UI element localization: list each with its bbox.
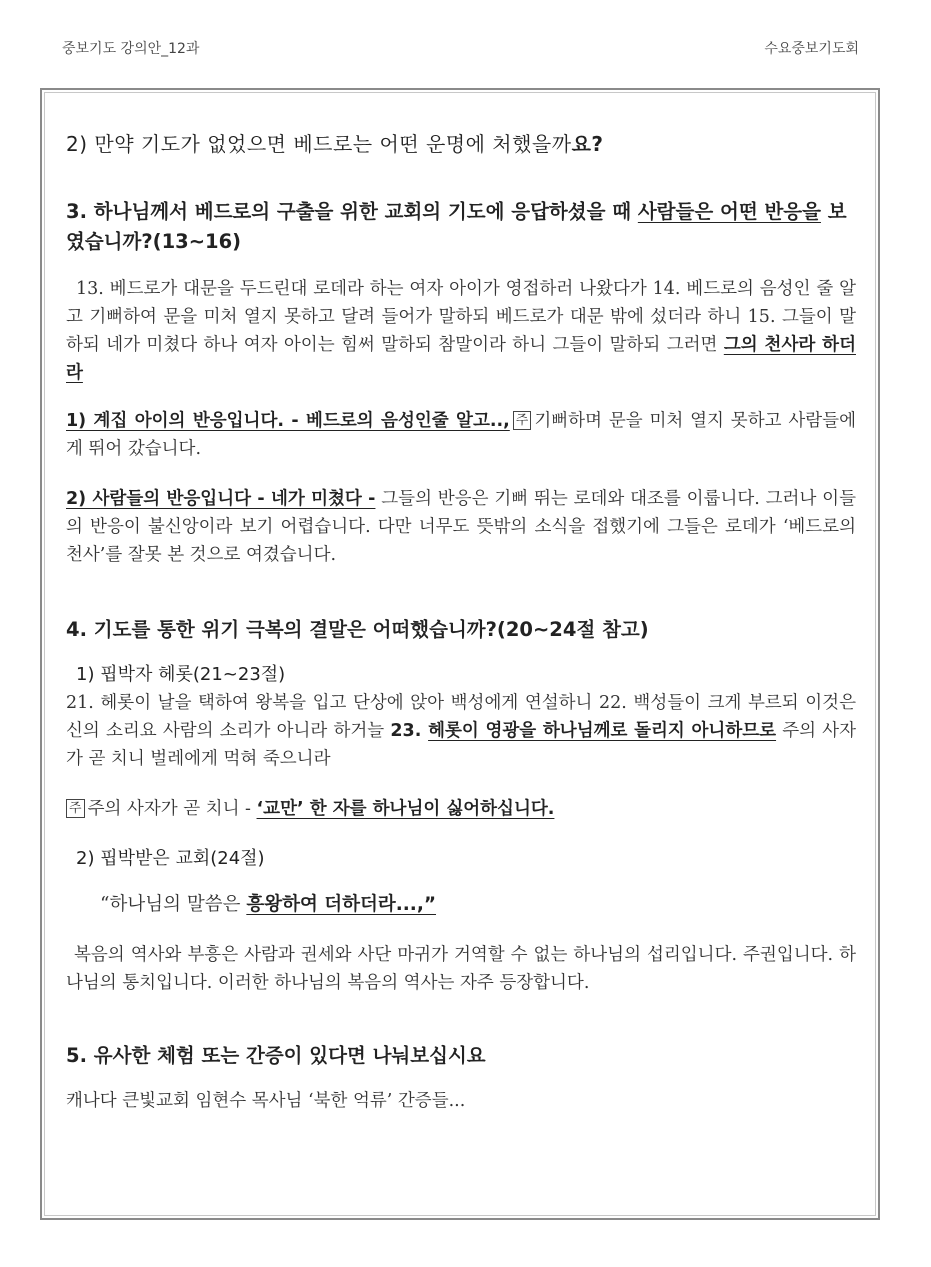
- section-4-quote-a: “하나님의 말씀은: [100, 894, 247, 915]
- section-5-heading: 5. 유사한 체험 또는 간증이 있다면 나눠보십시요: [66, 1044, 486, 1067]
- section-3-point-2-rest: 그들의 반응은 기뻐 뛰는 로데와 대조를 이룹니다. 그러나 이들의 반응이 불신앙이라 보기 어렵습니다. 다만 너무도 뜻밖의 소식을 접했기에 그들은 로데가 ‘베드로의 천사’를 잘못 본 것으로 여겼습니다.: [66, 489, 856, 565]
- question-2: [66, 128, 856, 157]
- section-3-point-2: [66, 485, 856, 569]
- section-4-subheading-2: 2) 핍박받은 교회(24절): [76, 848, 265, 869]
- section-3-passage: [66, 275, 856, 387]
- section-4-subheading-1: 1) 핍박자 헤롯(21~23절): [76, 664, 286, 685]
- note-mark-icon: 주: [66, 799, 85, 818]
- section-4-note: [66, 795, 856, 823]
- section-4-note-b: ‘교만’ 한 자를 하나님이 싫어하십니다.: [256, 799, 555, 819]
- lesson-content: [66, 128, 856, 1115]
- section-3-point-1-rest: 기뻐하며 문을 미처 열지 못하고 사람들에게 뛰어 갔습니다.: [66, 411, 856, 459]
- question-2-suffix: 요?: [571, 132, 604, 156]
- header-course-title: 중보기도 강의안_12과: [62, 41, 200, 57]
- header-meeting-name: 수요중보기도회: [764, 41, 859, 57]
- section-4-passage-b: 헤롯이 영광을 하나님께로 돌리지 아니하므로: [428, 721, 777, 741]
- section-3-heading-a: 3. 하나님께서 베드로의 구출을 위한 교회의 기도에 응답하셨을 때: [66, 200, 638, 223]
- section-4-quote-b: 흥왕하여 더하더라...,”: [246, 894, 437, 915]
- section-3-point-1: [66, 407, 856, 463]
- section-4-heading: 4. 기도를 통한 위기 극복의 결말은 어떠했습니까?(20~24절 참고): [66, 618, 649, 641]
- section-3-point-2-bold: 2) 사람들의 반응입니다 - 네가 미쳤다 -: [66, 489, 376, 509]
- section-3-point-1-bold: 1) 계집 아이의 반응입니다. - 베드로의 음성인줄 알고..,: [66, 411, 510, 431]
- section-4-passage-c: 주의 사자가 곧 치니 벌레에게 먹혀 죽으니라: [66, 721, 856, 769]
- section-4-note-a: 주의 사자가 곧 치니 -: [87, 799, 257, 819]
- note-mark-icon: 주: [513, 411, 532, 430]
- section-3-passage-b: 그의 천사라 하더라: [66, 335, 856, 383]
- section-4-passage-a: 21. 헤롯이 날을 택하여 왕복을 입고 단상에 앉아 백성에게 연설하니 22. 백성들이 크게 부르되 이것은 신의 소리요 사람의 소리가 아니라 하거늘: [66, 693, 856, 741]
- section-4-quote: [66, 891, 856, 919]
- section-3-heading: [66, 197, 856, 257]
- section-4-closing: 복음의 역사와 부흥은 사람과 권세와 사단 마귀가 거역할 수 없는 하나님의 섭리입니다. 주권입니다. 하나님의 통치입니다. 이러한 하나님의 복음의 역사는 자주 등장합니다.: [66, 945, 856, 993]
- section-3-heading-c: 보였습니까?(13~16): [66, 200, 847, 253]
- section-4-passage: [66, 689, 856, 773]
- section-5-body: 캐나다 큰빛교회 임현수 목사님 ‘북한 억류’ 간증들...: [66, 1091, 466, 1111]
- section-3-passage-a: 13. 베드로가 대문을 두드린대 로데라 하는 여자 아이가 영접하러 나왔다가 14. 베드로의 음성인 줄 알고 기뻐하여 문을 미처 열지 못하고 달려 들어가 말하되 베드로가 대문 밖에 섰더라 하니 15. 그들이 말하되 네가 미쳤다 하나 여자 아이는 힘써 말하되 참말이라 하니 그들이 말하되 그러면: [66, 279, 856, 355]
- section-3-heading-b: 사람들은 어떤 반응을: [637, 200, 821, 223]
- question-2-text: 2) 만약 기도가 없었으면 베드로는 어떤 운명에 처했을까: [66, 132, 572, 156]
- section-4-passage-num: 23.: [390, 721, 429, 741]
